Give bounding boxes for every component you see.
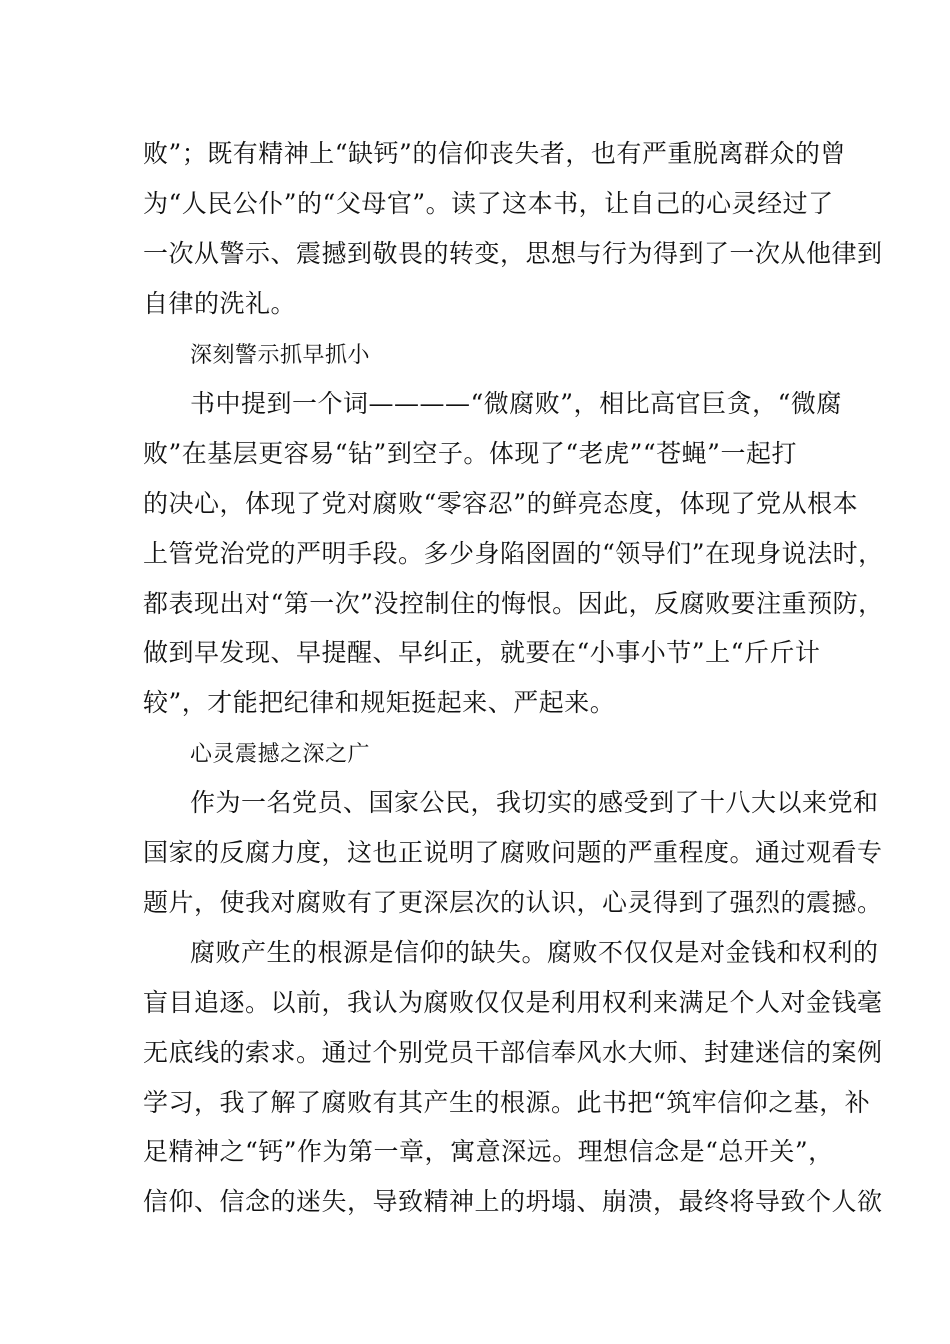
- paragraph-line: 上管党治党的严明手段。多少身陷囹圄的“领导们”在现身说法时，: [143, 539, 884, 568]
- paragraph-line: 盲目追逐。以前，我认为腐败仅仅是利用权利来满足个人对金钱毫: [143, 988, 883, 1017]
- paragraph-line: 败”在基层更容易“钻”到空子。体现了“老虎”“苍蝇”一起打: [143, 439, 797, 468]
- paragraph-line: 学习，我了解了腐败有其产生的根源。此书把“筑牢信仰之基，补: [143, 1088, 871, 1117]
- paragraph-line: 为“人民公仆”的“父母官”。读了这本书，让自己的心灵经过了: [143, 189, 834, 218]
- paragraph-line: 题片，使我对腐败有了更深层次的认识，心灵得到了强烈的震撼。: [143, 888, 883, 917]
- paragraph-line: 作为一名党员、国家公民，我切实的感受到了十八大以来党和: [190, 788, 879, 817]
- paragraph-line: 的决心，体现了党对腐败“零容忍”的鲜亮态度，体现了党从根本: [143, 489, 859, 518]
- paragraph-line: 较”，才能把纪律和规矩挺起来、严起来。: [143, 688, 616, 717]
- paragraph-line: 都表现出对“第一次”没控制住的悔恨。因此，反腐败要注重预防，: [143, 589, 884, 618]
- paragraph-line: 败”；既有精神上“缺钙”的信仰丧失者，也有严重脱离群众的曾: [143, 139, 846, 168]
- paragraph-line: 一次从警示、震撼到敬畏的转变，思想与行为得到了一次从他律到: [143, 239, 883, 268]
- paragraph-line: 无底线的索求。通过个别党员干部信奉风水大师、封建迷信的案例: [143, 1038, 883, 1067]
- paragraph-line: 国家的反腐力度，这也正说明了腐败问题的严重程度。通过观看专: [143, 838, 883, 867]
- paragraph-line: 做到早发现、早提醒、早纠正，就要在“小事小节”上“斤斤计: [143, 638, 821, 667]
- section-heading: 深刻警示抓早抓小: [190, 343, 371, 368]
- paragraph-line: 自律的洗礼。: [143, 289, 297, 318]
- paragraph-line: 腐败产生的根源是信仰的缺失。腐败不仅仅是对金钱和权利的: [190, 938, 879, 967]
- section-heading: 心灵震撼之深之广: [190, 742, 371, 767]
- paragraph-line: 书中提到一个词————“微腐败”，相比高官巨贪，“微腐: [190, 389, 842, 418]
- paragraph-line: 信仰、信念的迷失，导致精神上的坍塌、崩溃，最终将导致个人欲: [143, 1187, 883, 1216]
- paragraph-line: 足精神之“钙”作为第一章，寓意深远。理想信念是“总开关”，: [143, 1137, 834, 1166]
